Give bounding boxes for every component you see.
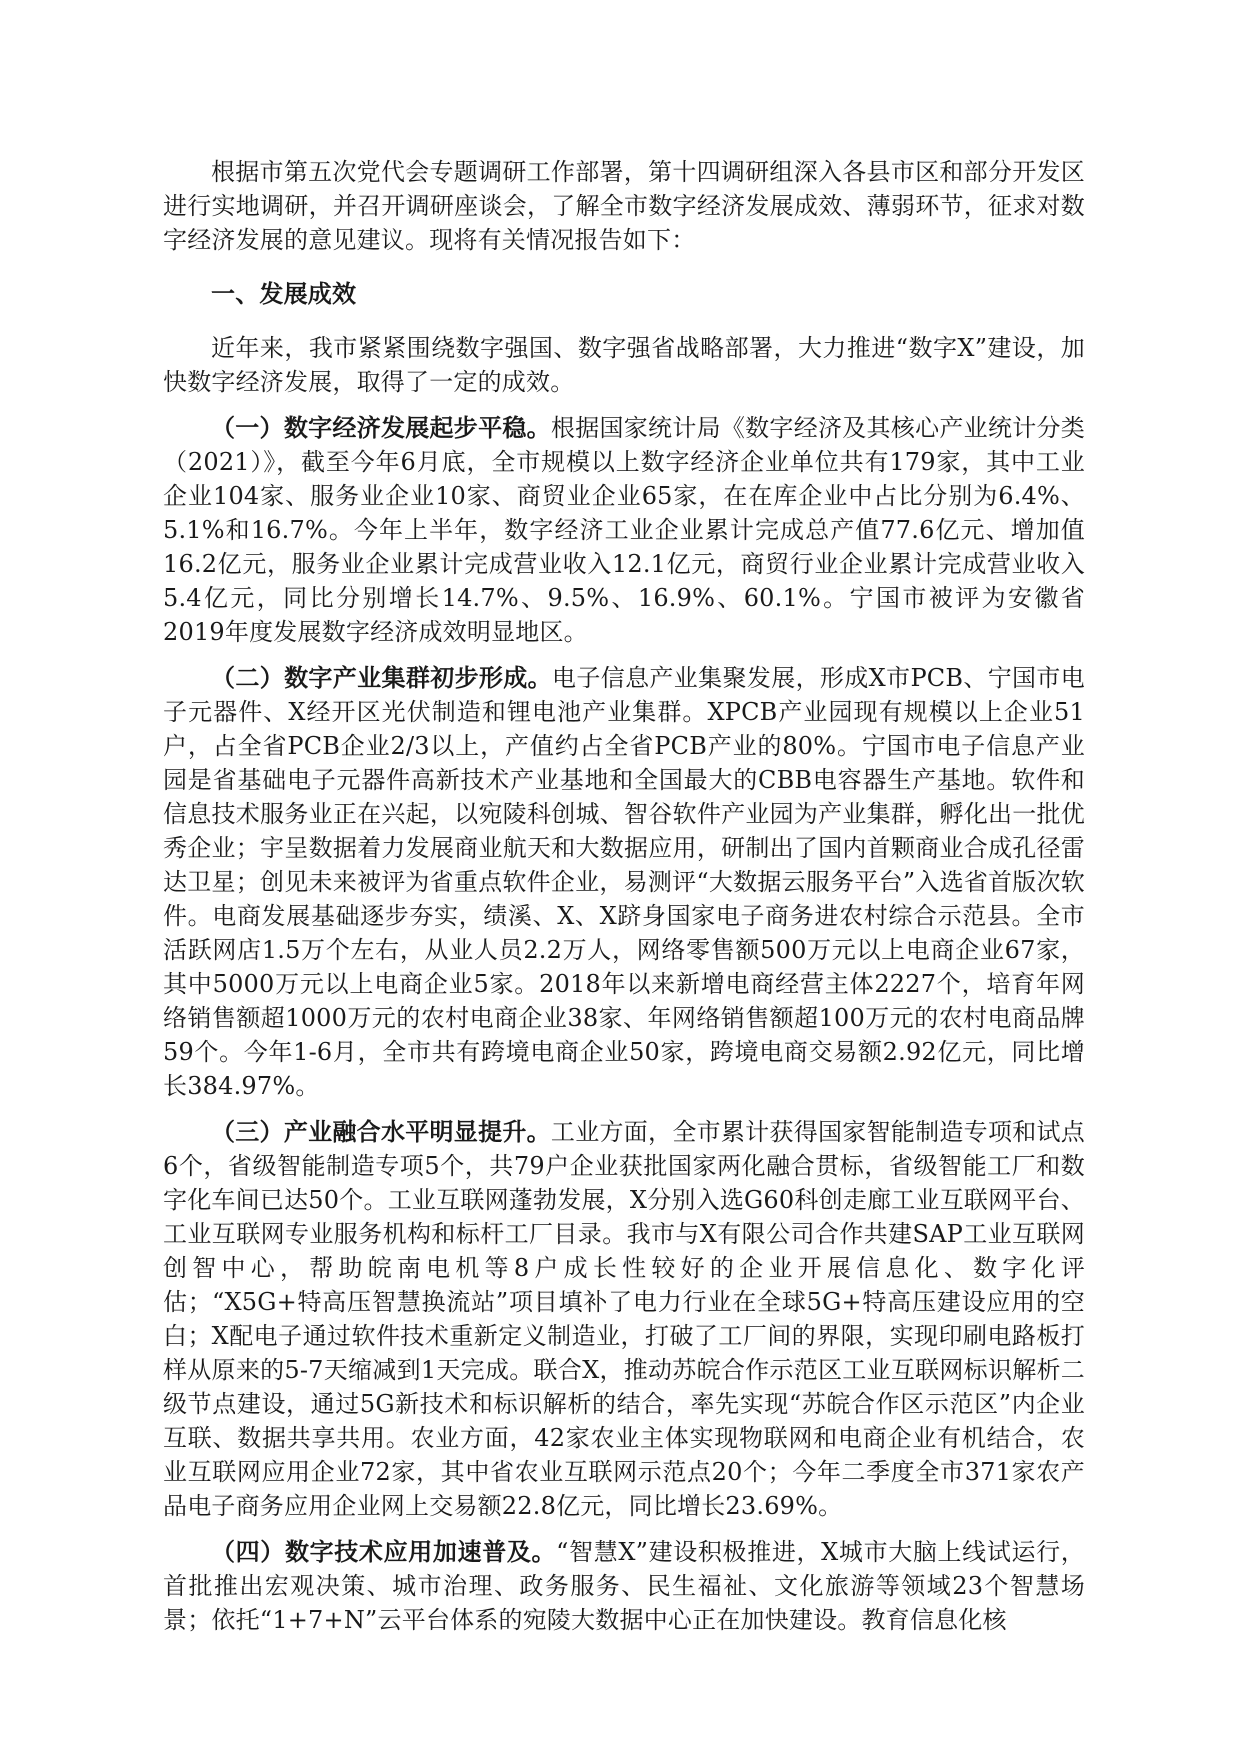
section-intro-paragraph: 近年来，我市紧紧围绕数字强国、数字强省战略部署，大力推进“数字X”建设，加快数字经济发展，取得了一定的成效。 <box>163 334 1085 396</box>
item-lead: （三）产业融合水平明显提升。 <box>211 1117 551 1146</box>
document-page <box>163 155 1085 1637</box>
item-body: 根据国家统计局《数字经济及其核心产业统计分类（2021）》，截至今年6月底，全市规模以上数字经济企业单位共有179家，其中工业企业104家、服务业企业10家、商贸业企业65家，在在库企业中占比分别为6.4%、5.1%和16.7%。今年上半年，数字经济工业企业累计完成总产值77.6亿元、增加值16.2亿元，服务业企业累计完成营业收入12.1亿元，商贸行业企业累计完成营业收入5.4亿元，同比分别增长14.7%、9.5%、16.9%、60.1%。宁国市被评为安徽省2019年度发展数字经济成效明显地区。 <box>163 414 1085 646</box>
item-body: 工业方面，全市累计获得国家智能制造专项和试点6个，省级智能制造专项5个，共79户企业获批国家两化融合贯标，省级智能工厂和数字化车间已达50个。工业互联网蓬勃发展，X分别入选G60科创走廊工业互联网平台、工业互联网专业服务机构和标杆工厂目录。我市与X有限公司合作共建SAP工业互联网创智中心，帮助皖南电机等8户成长性较好的企业开展信息化、数字化评估；“X5G+特高压智慧换流站”项目填补了电力行业在全球5G+特高压建设应用的空白；X配电子通过软件技术重新定义制造业，打破了工厂间的界限，实现印刷电路板打样从原来的5-7天缩减到1天完成。联合X，推动苏皖合作示范区工业互联网标识解析二级节点建设，通过5G新技术和标识解析的结合，率先实现“苏皖合作区示范区”内企业互联、数据共享共用。农业方面，42家农业主体实现物联网和电商企业有机结合，农业互联网应用企业72家，其中省农业互联网示范点20个；今年二季度全市371家农产品电子商务应用企业网上交易额22.8亿元，同比增长23.69%。 <box>163 1118 1085 1520</box>
item-body: “智慧X”建设积极推进，X城市大脑上线试运行，首批推出宏观决策、城市治理、政务服务、民生福祉、文化旅游等领域23个智慧场景；依托“1+7+N”云平台体系的宛陵大数据中心正在加快建设。教育信息化核 <box>163 1538 1085 1634</box>
item-body: 电子信息产业集聚发展，形成X市PCB、宁国市电子元器件、X经开区光伏制造和锂电池产业集群。XPCB产业园现有规模以上企业51户，占全省PCB企业2/3以上，产值约占全省PCB产业的80%。宁国市电子信息产业园是省基础电子元器件高新技术产业基地和全国最大的CBB电容器生产基地。软件和信息技术服务业正在兴起，以宛陵科创城、智谷软件产业园为产业集群，孵化出一批优秀企业；宇呈数据着力发展商业航天和大数据应用，研制出了国内首颗商业合成孔径雷达卫星；创见未来被评为省重点软件企业，易测评“大数据云服务平台”入选省首版次软件。电商发展基础逐步夯实，绩溪、X、X跻身国家电子商务进农村综合示范县。全市活跃网店1.5万个左右，从业人员2.2万人，网络零售额500万元以上电商企业67家，其中5000万元以上电商企业5家。2018年以来新增电商经营主体2227个，培育年网络销售额超1000万元的农村电商企业38家、年网络销售额超100万元的农村电商品牌59个。今年1-6月，全市共有跨境电商企业50家，跨境电商交易额2.92亿元，同比增长384.97%。 <box>163 664 1085 1100</box>
section-heading: 一、发展成效 <box>211 279 357 308</box>
item-lead: （一）数字经济发展起步平稳。 <box>211 413 551 442</box>
item-lead: （四）数字技术应用加速普及。 <box>211 1537 557 1566</box>
item-paragraph-2 <box>163 661 1085 1103</box>
intro-paragraph: 根据市第五次党代会专题调研工作部署，第十四调研组深入各县市区和部分开发区进行实地调研，并召开调研座谈会，了解全市数字经济发展成效、薄弱环节，征求对数字经济发展的意见建议。现将有关情况报告如下： <box>163 158 1085 254</box>
item-lead: （二）数字产业集群初步形成。 <box>211 663 552 692</box>
item-paragraph-4 <box>163 1535 1085 1637</box>
item-paragraph-1 <box>163 411 1085 649</box>
item-paragraph-3 <box>163 1115 1085 1523</box>
